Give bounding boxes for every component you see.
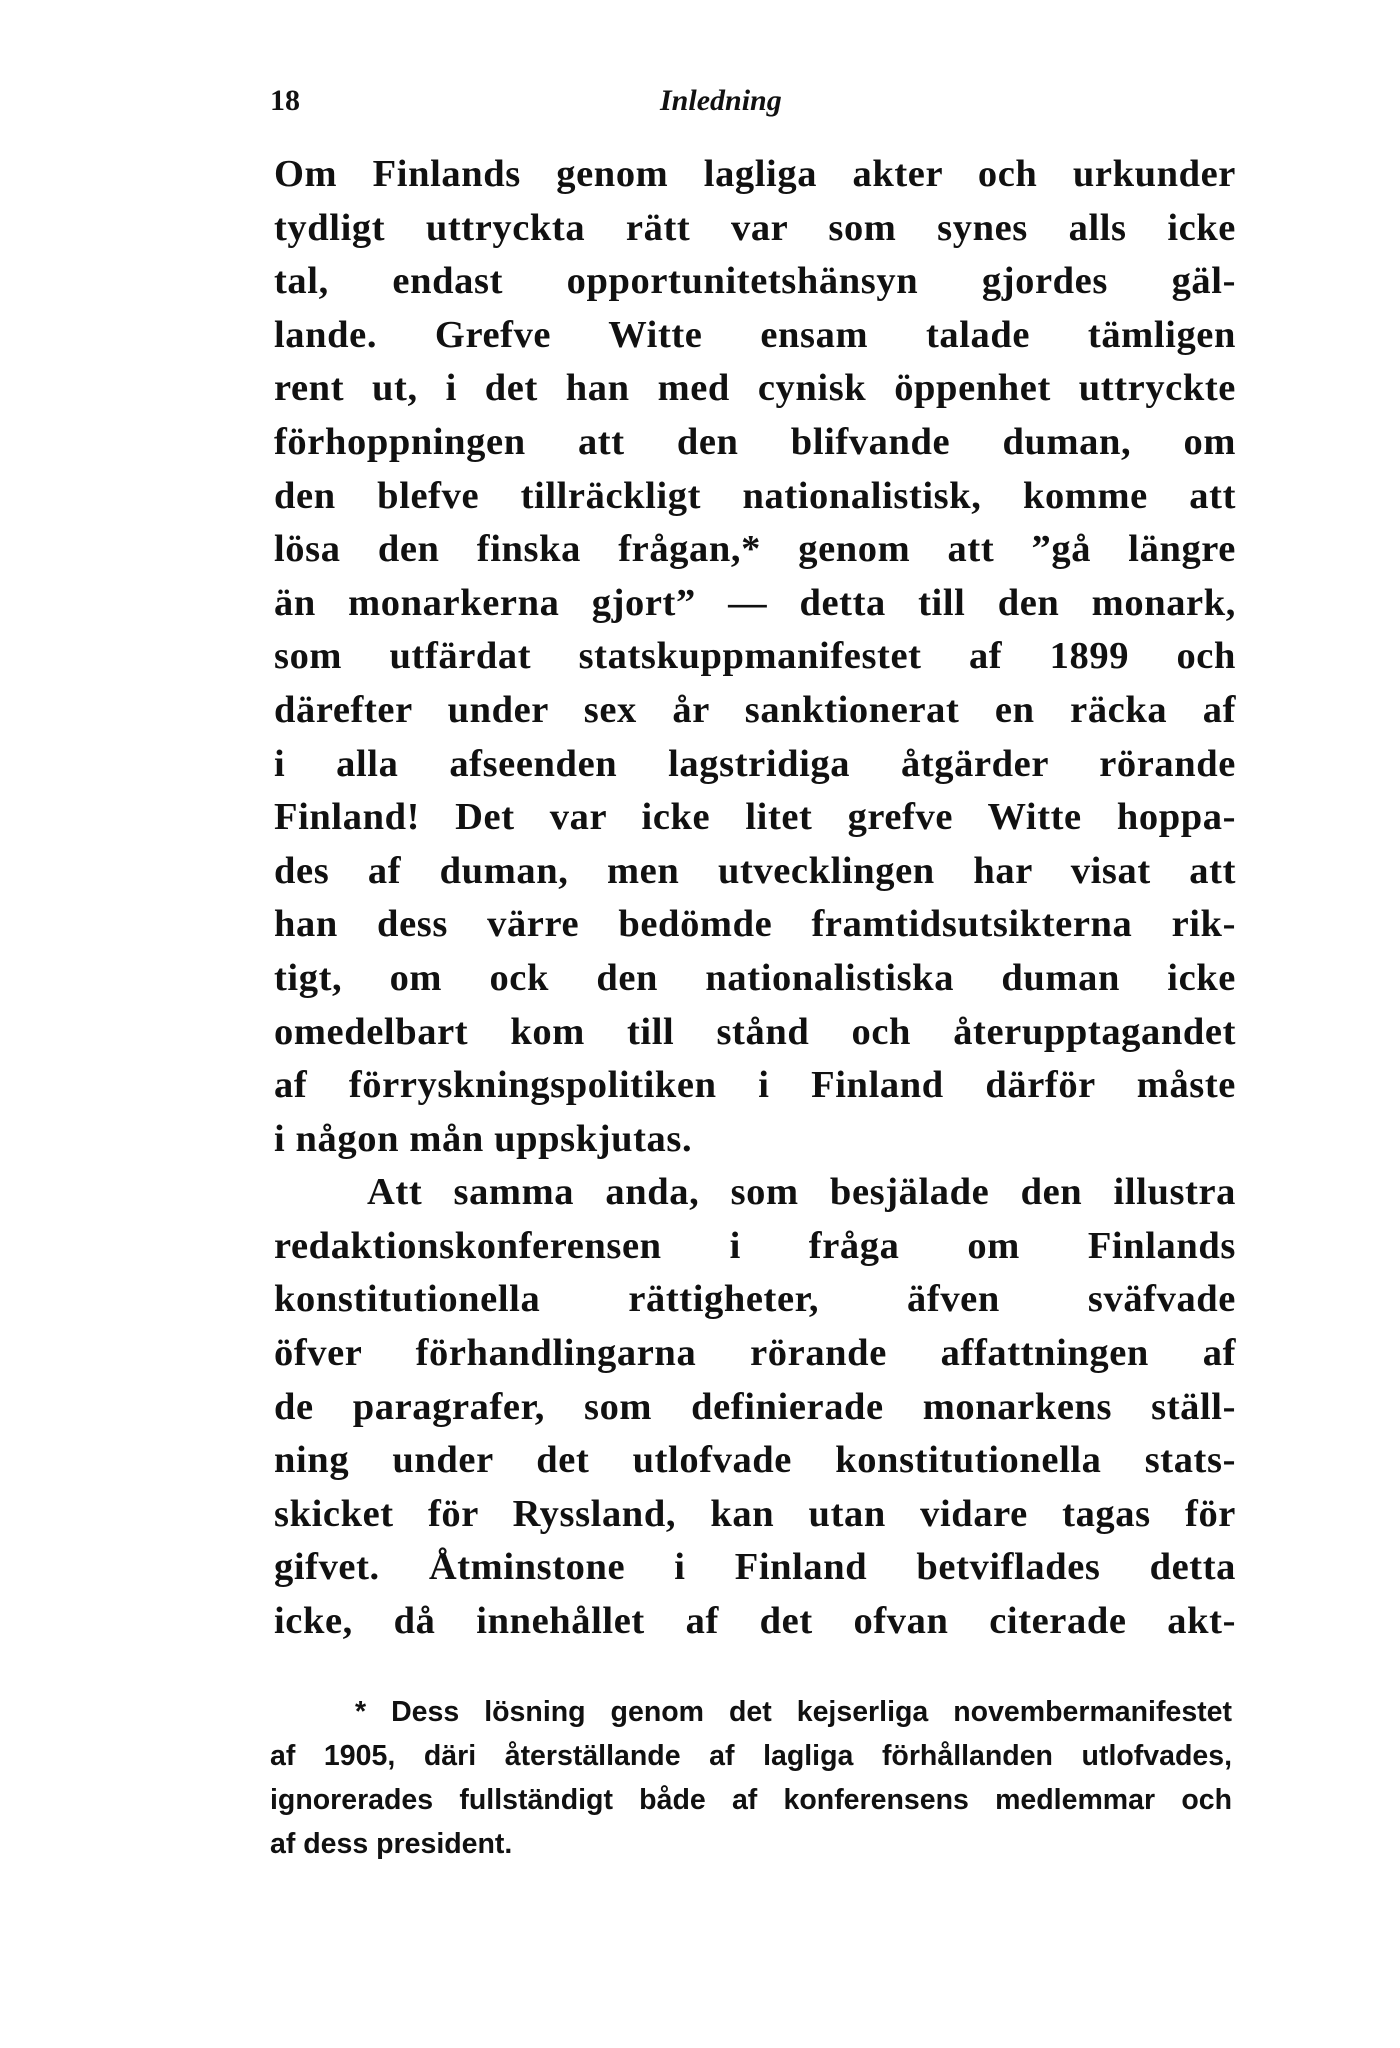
text-line: Finland! Det var icke litet grefve Witte hoppa- xyxy=(274,796,1236,839)
text-line: tydligt uttryckta rätt var som synes alls icke xyxy=(274,206,1236,249)
body-text xyxy=(274,148,1236,1649)
footnote-line: af dess president. xyxy=(270,1828,513,1860)
text-line: därefter under sex år sanktionerat en räcka af xyxy=(274,688,1236,731)
text-line: lösa den finska frågan,* genom att ”gå längre xyxy=(274,528,1236,571)
text-line: gifvet. Åtminstone i Finland betviflades detta xyxy=(274,1546,1236,1589)
text-line: af förryskningspolitiken i Finland därför måste xyxy=(274,1064,1236,1107)
text-line: som utfärdat statskuppmanifestet af 1899 och xyxy=(274,635,1236,678)
footnote-line: af 1905, däri återställande af lagliga förhållanden utlofvades, xyxy=(270,1740,1232,1772)
text-line: redaktionskonferensen i fråga om Finlands xyxy=(274,1224,1236,1267)
text-line: rent ut, i det han med cynisk öppenhet uttryckte xyxy=(274,367,1236,410)
text-line: Att samma anda, som besjälade den illustra xyxy=(367,1171,1236,1214)
text-line: i någon mån uppskjutas. xyxy=(274,1117,693,1160)
footnote xyxy=(270,1690,1232,1866)
text-line: än monarkerna gjort” — detta till den monark, xyxy=(274,581,1236,624)
running-head: Inledning xyxy=(660,84,782,117)
text-line: ning under det utlofvade konstitutionella stats- xyxy=(274,1439,1236,1482)
text-line: konstitutionella rättigheter, äfven sväfvade xyxy=(274,1278,1236,1321)
page-number: 18 xyxy=(270,84,300,117)
text-line: öfver förhandlingarna rörande affattningen af xyxy=(274,1332,1236,1375)
text-line: lande. Grefve Witte ensam talade tämligen xyxy=(274,313,1236,356)
footnote-line: ignorerades fullständigt både af konferensens medlemmar och xyxy=(270,1784,1232,1816)
text-line: Om Finlands genom lagliga akter och urkunder xyxy=(274,153,1236,195)
text-line: des af duman, men utvecklingen har visat att xyxy=(274,849,1236,892)
text-line: den blefve tillräckligt nationalistisk, komme att xyxy=(274,474,1236,517)
text-line: de paragrafer, som definierade monarkens ställ- xyxy=(274,1385,1236,1428)
text-line: tigt, om ock den nationalistiska duman icke xyxy=(274,956,1236,999)
text-line: tal, endast opportunitetshänsyn gjordes gäl- xyxy=(274,260,1236,303)
text-line: icke, då innehållet af det ofvan citerade akt- xyxy=(274,1600,1236,1643)
footnote-line: * Dess lösning genom det kejserliga novembermanifestet xyxy=(355,1696,1232,1728)
page-header xyxy=(270,84,1230,124)
text-line: omedelbart kom till stånd och återupptagandet xyxy=(274,1010,1236,1053)
text-line: skicket för Ryssland, kan utan vidare tagas för xyxy=(274,1492,1236,1535)
text-line: han dess värre bedömde framtidsutsikterna rik- xyxy=(274,903,1236,946)
text-line: förhoppningen att den blifvande duman, om xyxy=(274,420,1236,463)
text-line: i alla afseenden lagstridiga åtgärder rörande xyxy=(274,742,1236,785)
